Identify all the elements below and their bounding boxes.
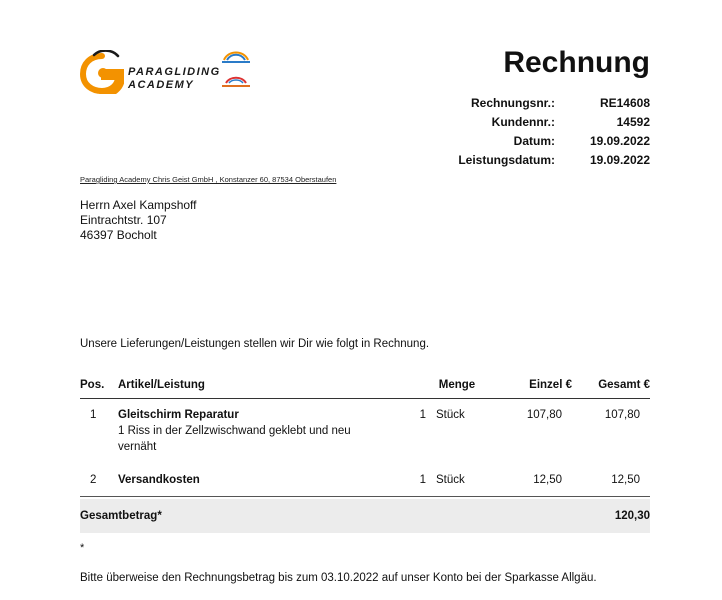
meta-label: Datum: (513, 133, 555, 148)
meta-row-customer-number (430, 112, 650, 131)
row-quantity: 1 (419, 473, 426, 486)
meta-row-service-date (430, 150, 650, 169)
article-description: 1 Riss in der Zellzwischwand geklebt und neu vernäht (118, 425, 351, 453)
document-title: Rechnung (503, 46, 650, 79)
total-value: 120,30 (614, 510, 650, 522)
recipient-name: Herrn Axel Kampshoff (80, 198, 197, 212)
payment-note: Bitte überweise den Rechnungsbetrag bis zum 03.10.2022 auf unser Konto bei der Sparkasse Allgäu. (80, 572, 597, 584)
header-quantity: Menge (438, 379, 476, 391)
recipient-street: Eintrachtstr. 107 (80, 213, 167, 227)
invoice-meta (430, 93, 650, 169)
header-unit-price: Einzel € (529, 379, 572, 391)
row-total: 12,50 (611, 473, 640, 486)
meta-value: 19.09.2022 (589, 152, 650, 167)
header-article: Artikel/Leistung (118, 379, 205, 391)
intro-text: Unsere Lieferungen/Leistungen stellen wir Dir wie folgt in Rechnung. (80, 338, 430, 350)
row-quantity: 1 (419, 409, 426, 421)
footnote-mark: * (80, 542, 85, 554)
meta-value: 19.09.2022 (589, 133, 650, 148)
row-pos: 2 (90, 473, 97, 486)
row-unit: Stück (436, 473, 465, 486)
total-label: Gesamtbetrag* (80, 510, 162, 522)
table-row (80, 463, 650, 497)
row-article (118, 474, 406, 486)
row-pos: 1 (90, 409, 97, 421)
meta-row-invoice-number (430, 93, 650, 112)
sender-line: Paragliding Academy Chris Geist GmbH , Konstanzer 60, 87534 Oberstaufen (80, 175, 337, 184)
row-total: 107,80 (604, 409, 640, 421)
total-row (80, 499, 650, 533)
logo-text-line1: PARAGLIDING (128, 66, 221, 78)
partner-badge-icon (220, 74, 252, 90)
row-unit-price: 12,50 (533, 473, 562, 486)
meta-value: 14592 (616, 114, 650, 129)
row-unit: Stück (436, 409, 465, 421)
header-total: Gesamt € (598, 379, 650, 391)
header-pos: Pos. (80, 379, 105, 391)
recipient-address (80, 198, 197, 243)
meta-label: Leistungsdatum: (458, 152, 555, 167)
row-unit-price: 107,80 (526, 409, 562, 421)
meta-label: Rechnungsnr.: (470, 95, 555, 110)
meta-value: RE14608 (599, 95, 650, 110)
partner-badge-icon (220, 50, 252, 64)
paraglider-swirl-icon (80, 50, 124, 94)
invoice-table (80, 372, 650, 533)
meta-label: Kundennr.: (491, 114, 555, 129)
table-row (80, 399, 650, 463)
recipient-city: 46397 Bocholt (80, 228, 157, 242)
logo-text-line2: ACADEMY (128, 79, 195, 91)
company-logo (80, 48, 260, 98)
meta-row-date (430, 131, 650, 150)
row-article (118, 409, 406, 455)
article-name: Versandkosten (118, 473, 200, 486)
table-header (80, 372, 650, 399)
article-name: Gleitschirm Reparatur (118, 409, 239, 421)
